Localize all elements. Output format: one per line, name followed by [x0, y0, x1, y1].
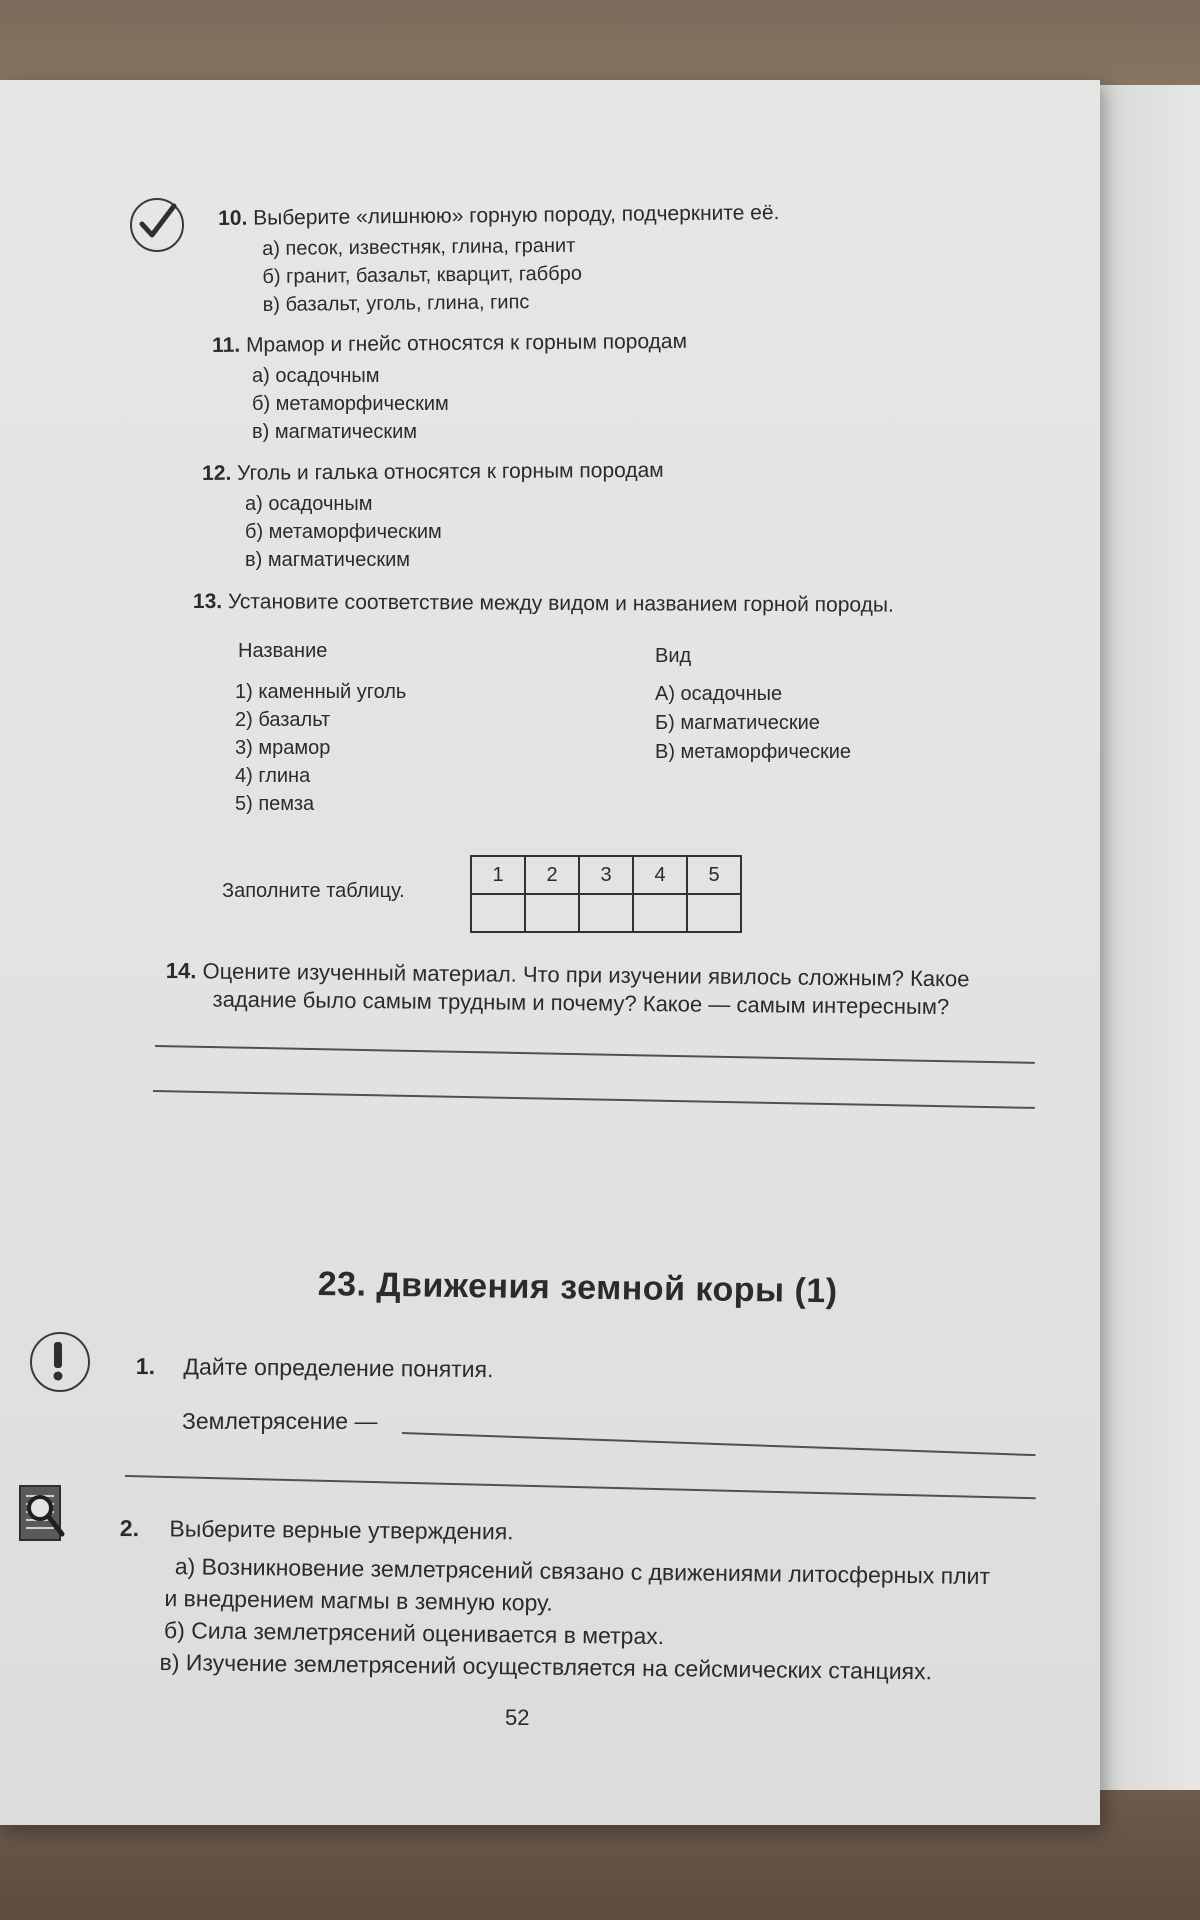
question-11 [212, 328, 687, 360]
workbook-page [0, 80, 1100, 1825]
name-item-5: 5) пемза [235, 793, 315, 815]
question-12 [202, 457, 664, 488]
question-text: Мрамор и гнейс относятся к горным породам [245, 329, 688, 357]
question-number: 12. [202, 461, 232, 485]
question-10-options [262, 232, 582, 319]
statement-c: в) Изучение землетрясений осуществляется на сейсмических станциях. [159, 1648, 933, 1685]
option-a: а) песок, известняк, глина, гранит [262, 234, 576, 260]
option-b: б) гранит, базальт, кварцит, габбро [262, 262, 583, 288]
answer-line[interactable] [153, 1090, 1035, 1109]
question-text-line-2: задание было самым трудным и почему? Какое — самым интересным? [212, 986, 950, 1020]
type-column-header: Вид [655, 645, 692, 667]
table-header-cell: 4 [633, 856, 687, 894]
question-11-options [252, 362, 449, 446]
name-column-header: Название [238, 640, 328, 662]
type-item-b: Б) магматические [655, 712, 820, 734]
task-1 [136, 1350, 494, 1385]
fill-table-label: Заполните таблицу. [222, 880, 405, 902]
question-text-line-1: Оцените изученный материал. Что при изучении явилось сложным? Какое [202, 958, 970, 992]
table-answer-row [471, 894, 741, 932]
table-header-cell: 5 [687, 856, 741, 894]
question-14 [165, 957, 969, 1021]
task-text: Выберите верные утверждения. [169, 1515, 514, 1545]
answer-cell[interactable] [525, 894, 579, 932]
name-item-2: 2) базальт [235, 709, 331, 731]
checkmark-icon [130, 198, 184, 252]
answer-line[interactable] [155, 1045, 1035, 1064]
answer-cell[interactable] [579, 894, 633, 932]
type-item-a: А) осадочные [655, 683, 783, 705]
question-number: 13. [192, 590, 223, 614]
answer-cell[interactable] [471, 894, 525, 932]
name-item-3: 3) мрамор [235, 737, 331, 759]
section-title: 23. Движения земной коры (1) [317, 1265, 838, 1311]
option-b: б) метаморфическим [252, 393, 449, 415]
question-text: Установите соответствие между видом и названием горной породы. [227, 590, 894, 617]
definition-line[interactable] [125, 1475, 1036, 1499]
answer-cell[interactable] [633, 894, 687, 932]
answer-table [470, 855, 742, 933]
statement-b: б) Сила землетрясений оценивается в метрах. [163, 1616, 665, 1650]
option-c: в) магматическим [245, 549, 410, 571]
option-c: в) базальт, уголь, глина, гипс [262, 291, 530, 316]
task-2 [120, 1512, 514, 1547]
page-number: 52 [505, 1705, 530, 1730]
type-item-c: В) метаморфические [655, 741, 852, 763]
statement-a-line-1: а) Возникновение землетрясений связано с движениями литосферных плит [174, 1553, 991, 1590]
task-2-statements [159, 1550, 991, 1688]
option-b: б) метаморфическим [245, 521, 442, 543]
term-label: Землетрясение — [182, 1408, 378, 1434]
name-item-4: 4) глина [235, 765, 311, 787]
table-header-cell: 1 [471, 856, 525, 894]
table-header-cell: 2 [525, 856, 579, 894]
task-text: Дайте определение понятия. [183, 1353, 494, 1383]
adjacent-page [1095, 85, 1200, 1835]
type-list [655, 680, 851, 767]
question-number: 11. [212, 333, 241, 357]
question-10 [218, 199, 780, 233]
task-number: 2. [119, 1514, 140, 1542]
exclamation-icon [30, 1332, 90, 1392]
task-number: 1. [135, 1352, 156, 1380]
table-header-cell: 3 [579, 856, 633, 894]
option-a: а) осадочным [252, 365, 380, 387]
question-12-options [245, 490, 442, 574]
question-number: 10. [218, 206, 248, 230]
definition-line[interactable] [402, 1432, 1036, 1456]
answer-cell[interactable] [687, 894, 741, 932]
question-number: 14. [165, 957, 197, 984]
question-text: Выберите «лишнюю» горную породу, подчеркните её. [253, 201, 780, 230]
statement-a-line-2: и внедрением магмы в земную кору. [164, 1584, 553, 1616]
option-a: а) осадочным [245, 493, 373, 515]
name-item-1: 1) каменный уголь [235, 681, 407, 703]
option-c: в) магматическим [252, 421, 417, 443]
question-13 [193, 588, 894, 620]
table-header-row [471, 856, 741, 894]
question-text: Уголь и галька относятся к горным породам [237, 458, 664, 485]
name-list [235, 678, 406, 818]
magnifier-notebook-icon [18, 1484, 64, 1542]
